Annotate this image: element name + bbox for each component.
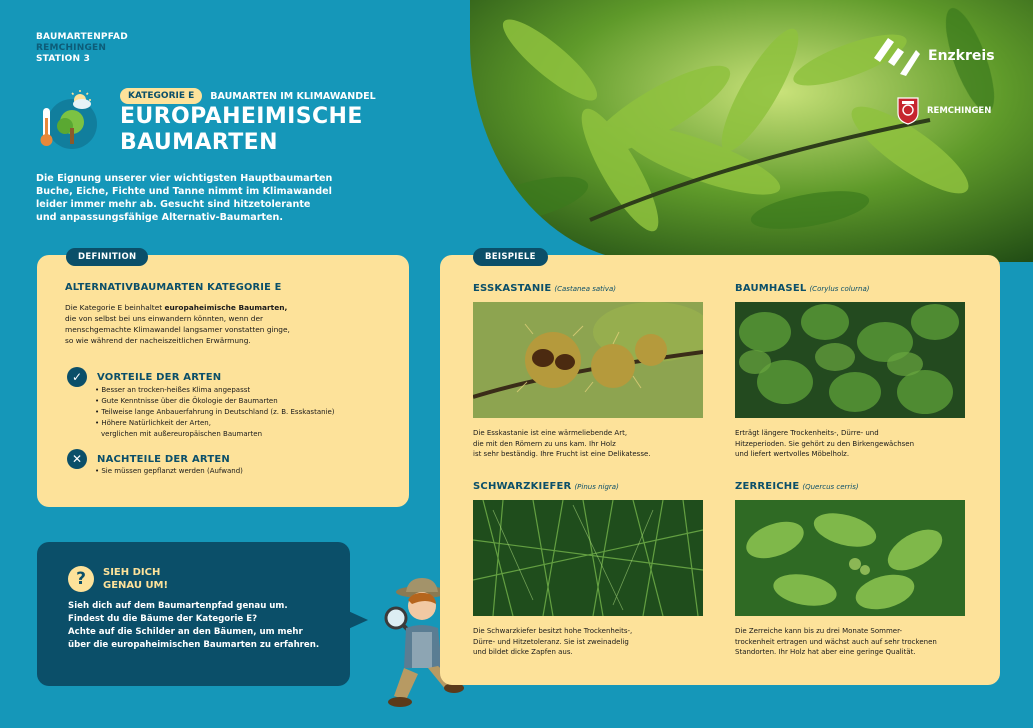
example-line: Standorten. Ihr Holz hat aber eine geringe Qualität. bbox=[735, 648, 916, 656]
advantages-heading bbox=[67, 367, 221, 387]
look-around-line: Achte auf die Schilder an den Bäumen, um mehr bbox=[68, 627, 303, 637]
schwarzkiefer-photo bbox=[473, 500, 703, 616]
example-card-schwarzkiefer bbox=[473, 481, 705, 658]
example-card-baumhasel bbox=[735, 283, 967, 460]
remchingen-logo bbox=[897, 97, 991, 125]
look-around-panel bbox=[37, 542, 350, 686]
example-line: Erträgt längere Trockenheits-, Dürre- und bbox=[735, 429, 879, 437]
example-line: trockenheit ertragen und wächst auch auf sehr trockenen bbox=[735, 637, 937, 646]
look-around-title bbox=[103, 566, 168, 592]
remchingen-label: REMCHINGEN bbox=[927, 106, 992, 116]
look-around-line: Findest du die Bäume der Kategorie E? bbox=[68, 614, 258, 624]
intro-text bbox=[36, 172, 336, 224]
definition-panel bbox=[37, 255, 409, 507]
climate-tree-icon bbox=[36, 90, 102, 156]
example-line: Die Zerreiche kann bis zu drei Monate Sommer- bbox=[735, 627, 903, 635]
remchingen-crest-icon bbox=[897, 97, 919, 125]
title-line-2: BAUMARTEN bbox=[120, 130, 278, 155]
examples-panel bbox=[440, 255, 1000, 685]
example-name: ESSKASTANIE bbox=[473, 283, 552, 294]
title-line-1: EUROPAHEIMISCHE bbox=[120, 104, 363, 129]
intro-line: Die Eignung unserer vier wichtigsten Hauptbaumarten bbox=[36, 173, 333, 184]
intro-line: Buche, Eiche, Fichte und Tanne nimmt im Klimawandel bbox=[36, 186, 332, 197]
checkmark-icon: ✓ bbox=[67, 367, 87, 387]
look-around-title-line: SIEH DICH bbox=[103, 567, 161, 578]
example-title bbox=[473, 481, 705, 492]
station-line-1: BAUMARTENPFAD bbox=[36, 32, 128, 42]
station-line-3: STATION 3 bbox=[36, 54, 91, 64]
example-line: und bildet dicke Zapfen aus. bbox=[473, 648, 573, 656]
disadvantages-title: NACHTEILE DER ARTEN bbox=[97, 453, 230, 465]
example-line: ist sehr beständig. Ihre Frucht ist eine Delikatesse. bbox=[473, 450, 651, 458]
station-line-2: REMCHINGEN bbox=[36, 43, 107, 53]
example-line: und liefert wertvolles Möbelholz. bbox=[735, 450, 850, 458]
example-description bbox=[735, 428, 967, 460]
definition-tab: DEFINITION bbox=[66, 248, 148, 266]
example-name: SCHWARZKIEFER bbox=[473, 481, 572, 492]
esskastanie-photo bbox=[473, 302, 703, 418]
baumhasel-photo bbox=[735, 302, 965, 418]
definition-line: so wie während der nacheiszeitlichen Erwärmung. bbox=[65, 336, 251, 345]
example-latin: (Castanea sativa) bbox=[554, 285, 617, 293]
intro-line: und anpassungsfähige Alternativ-Baumarten. bbox=[36, 212, 283, 223]
example-line: Die Schwarzkiefer besitzt hohe Trockenheits-, bbox=[473, 627, 633, 635]
look-around-text bbox=[68, 600, 348, 652]
zerreiche-photo bbox=[735, 500, 965, 616]
definition-bold: europaheimische Baumarten, bbox=[164, 303, 288, 312]
definition-line: menschgemachte Klimawandel langsamer vonstatten ginge, bbox=[65, 325, 290, 334]
example-line: Hitzeperioden. Sie gehört zu den Birkengewächsen bbox=[735, 439, 915, 448]
advantages-list bbox=[95, 385, 335, 440]
category-row bbox=[120, 88, 376, 104]
example-name: ZERREICHE bbox=[735, 481, 800, 492]
category-subtitle: BAUMARTEN IM KLIMAWANDEL bbox=[210, 90, 376, 102]
example-description bbox=[735, 626, 967, 658]
look-around-line: über die europaheimischen Baumarten zu erfahren. bbox=[68, 640, 320, 650]
examples-tab: BEISPIELE bbox=[473, 248, 548, 266]
page-title bbox=[120, 104, 363, 156]
advantages-title: VORTEILE DER ARTEN bbox=[97, 371, 222, 383]
example-latin: (Quercus cerris) bbox=[802, 483, 859, 491]
look-around-line: Sieh dich auf dem Baumartenpfad genau um. bbox=[68, 601, 288, 611]
cross-icon: ✕ bbox=[67, 449, 87, 469]
list-item: • Besser an trocken-heißes Klima angepasst bbox=[95, 385, 335, 396]
example-title bbox=[735, 283, 967, 294]
list-item: • Gute Kenntnisse über die Ökologie der Baumarten bbox=[95, 396, 335, 407]
example-line: die mit den Römern zu uns kam. Ihr Holz bbox=[473, 439, 616, 448]
list-item: • Sie müssen gepflanzt werden (Aufwand) bbox=[95, 466, 243, 477]
example-line: Die Esskastanie ist eine wärmeliebende Art, bbox=[473, 429, 628, 437]
enzkreis-logo bbox=[872, 36, 995, 76]
example-title bbox=[735, 481, 967, 492]
look-around-title-line: GENAU UM! bbox=[103, 580, 169, 591]
example-latin: (Pinus nigra) bbox=[574, 483, 619, 491]
example-card-zerreiche bbox=[735, 481, 967, 658]
definition-intro: Die Kategorie E beinhaltet bbox=[65, 303, 165, 312]
disadvantages-list bbox=[95, 466, 243, 477]
definition-text bbox=[65, 302, 395, 346]
list-item-continuation: verglichen mit außereuropäischen Baumarten bbox=[101, 430, 263, 438]
definition-title: ALTERNATIVBAUMARTEN KATEGORIE E bbox=[65, 282, 282, 293]
example-description bbox=[473, 428, 705, 460]
example-card-esskastanie bbox=[473, 283, 705, 460]
example-title bbox=[473, 283, 705, 294]
category-badge: KATEGORIE E bbox=[120, 88, 202, 104]
example-name: BAUMHASEL bbox=[735, 283, 807, 294]
enzkreis-label: Enzkreis bbox=[928, 48, 995, 64]
station-label bbox=[36, 32, 128, 65]
list-item: • Höhere Natürlichkeit der Arten, bbox=[95, 418, 335, 429]
question-icon: ? bbox=[68, 566, 94, 592]
intro-line: leider immer mehr ab. Gesucht sind hitzetolerante bbox=[36, 199, 311, 210]
list-item: • Teilweise lange Anbauerfahrung in Deutschland (z. B. Esskastanie) bbox=[95, 407, 335, 418]
enzkreis-emblem-icon bbox=[872, 36, 920, 76]
example-latin: (Corylus colurna) bbox=[809, 285, 870, 293]
speech-pointer bbox=[346, 610, 368, 630]
example-line: Dürre- und Hitzetoleranz. Sie ist zweinadelig bbox=[473, 637, 629, 646]
example-description bbox=[473, 626, 705, 658]
definition-line: die von selbst bei uns einwandern könnten, wenn der bbox=[65, 314, 264, 323]
